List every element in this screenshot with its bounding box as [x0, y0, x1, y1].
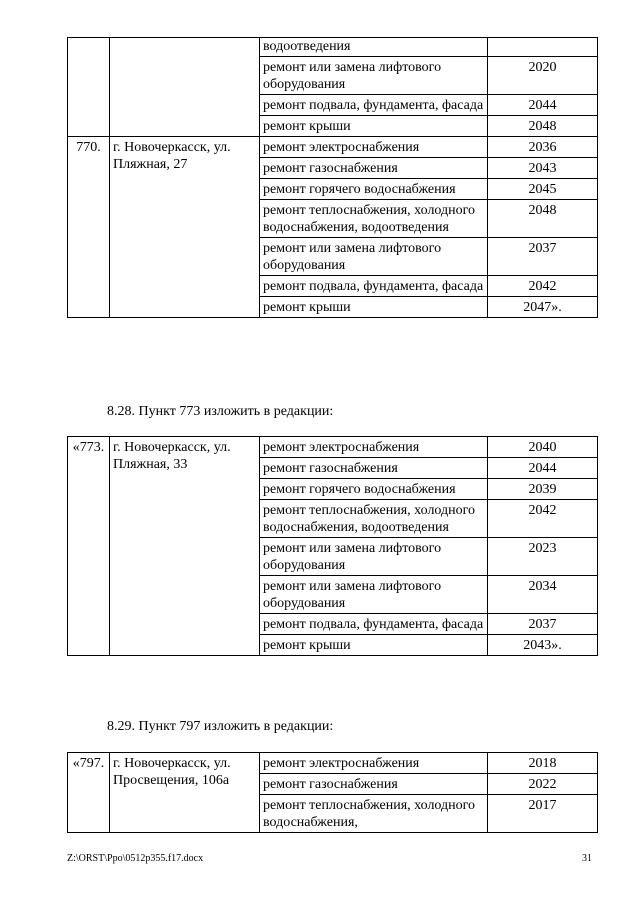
year-cell: 2020	[488, 57, 598, 95]
work-cell: ремонт газоснабжения	[260, 458, 488, 479]
work-cell: ремонт горячего водоснабжения	[260, 179, 488, 200]
year-cell: 2043	[488, 158, 598, 179]
num-cell: 770.	[68, 137, 110, 318]
work-cell: ремонт теплоснабжения, холодного водоснабжения, водоотведения	[260, 500, 488, 538]
work-cell: ремонт или замена лифтового оборудования	[260, 238, 488, 276]
page-number: 31	[582, 853, 592, 864]
year-cell: 2048	[488, 116, 598, 137]
work-cell: ремонт газоснабжения	[260, 774, 488, 795]
table-row	[68, 137, 598, 158]
table-row	[68, 437, 598, 458]
footer-file-path: Z:\ORST\Ppo\0512p355.f17.docx	[67, 853, 204, 864]
work-cell: ремонт или замена лифтового оборудования	[260, 576, 488, 614]
year-cell: 2023	[488, 538, 598, 576]
year-cell: 2045	[488, 179, 598, 200]
year-cell	[488, 38, 598, 57]
year-cell: 2018	[488, 753, 598, 774]
table-773	[67, 436, 598, 656]
year-cell: 2036	[488, 137, 598, 158]
work-cell: ремонт подвала, фундамента, фасада	[260, 95, 488, 116]
year-cell: 2037	[488, 238, 598, 276]
work-cell: ремонт подвала, фундамента, фасада	[260, 276, 488, 297]
table-continuation	[67, 37, 598, 318]
address-cell: г. Новочеркасск, ул. Пляжная, 27	[110, 137, 260, 318]
year-cell: 2042	[488, 500, 598, 538]
year-cell: 2042	[488, 276, 598, 297]
work-cell: ремонт электроснабжения	[260, 753, 488, 774]
year-cell: 2037	[488, 614, 598, 635]
work-cell: ремонт подвала, фундамента, фасада	[260, 614, 488, 635]
year-cell: 2022	[488, 774, 598, 795]
year-cell: 2039	[488, 479, 598, 500]
table-row	[68, 38, 598, 57]
work-cell: ремонт или замена лифтового оборудования	[260, 57, 488, 95]
work-cell: ремонт крыши	[260, 297, 488, 318]
table-797	[67, 752, 598, 833]
address-cell: г. Новочеркасск, ул. Пляжная, 33	[110, 437, 260, 656]
year-cell: 2043».	[488, 635, 598, 656]
year-cell: 2034	[488, 576, 598, 614]
year-cell: 2040	[488, 437, 598, 458]
work-cell: ремонт крыши	[260, 116, 488, 137]
work-cell: ремонт крыши	[260, 635, 488, 656]
num-cell: «797.	[68, 753, 110, 833]
paragraph-8-29: 8.29. Пункт 797 изложить в редакции:	[107, 719, 334, 734]
table-row	[68, 753, 598, 774]
address-cell	[110, 38, 260, 137]
year-cell: 2047».	[488, 297, 598, 318]
year-cell: 2044	[488, 95, 598, 116]
work-cell: ремонт электроснабжения	[260, 137, 488, 158]
year-cell: 2048	[488, 200, 598, 238]
num-cell	[68, 38, 110, 137]
work-cell: ремонт или замена лифтового оборудования	[260, 538, 488, 576]
work-cell: ремонт теплоснабжения, холодного водоснабжения,	[260, 795, 488, 833]
work-cell: водоотведения	[260, 38, 488, 57]
work-cell: ремонт электроснабжения	[260, 437, 488, 458]
work-cell: ремонт газоснабжения	[260, 158, 488, 179]
year-cell: 2017	[488, 795, 598, 833]
work-cell: ремонт теплоснабжения, холодного водоснабжения, водоотведения	[260, 200, 488, 238]
year-cell: 2044	[488, 458, 598, 479]
num-cell: «773.	[68, 437, 110, 656]
address-cell: г. Новочеркасск, ул. Просвещения, 106а	[110, 753, 260, 833]
paragraph-8-28: 8.28. Пункт 773 изложить в редакции:	[107, 404, 334, 419]
work-cell: ремонт горячего водоснабжения	[260, 479, 488, 500]
